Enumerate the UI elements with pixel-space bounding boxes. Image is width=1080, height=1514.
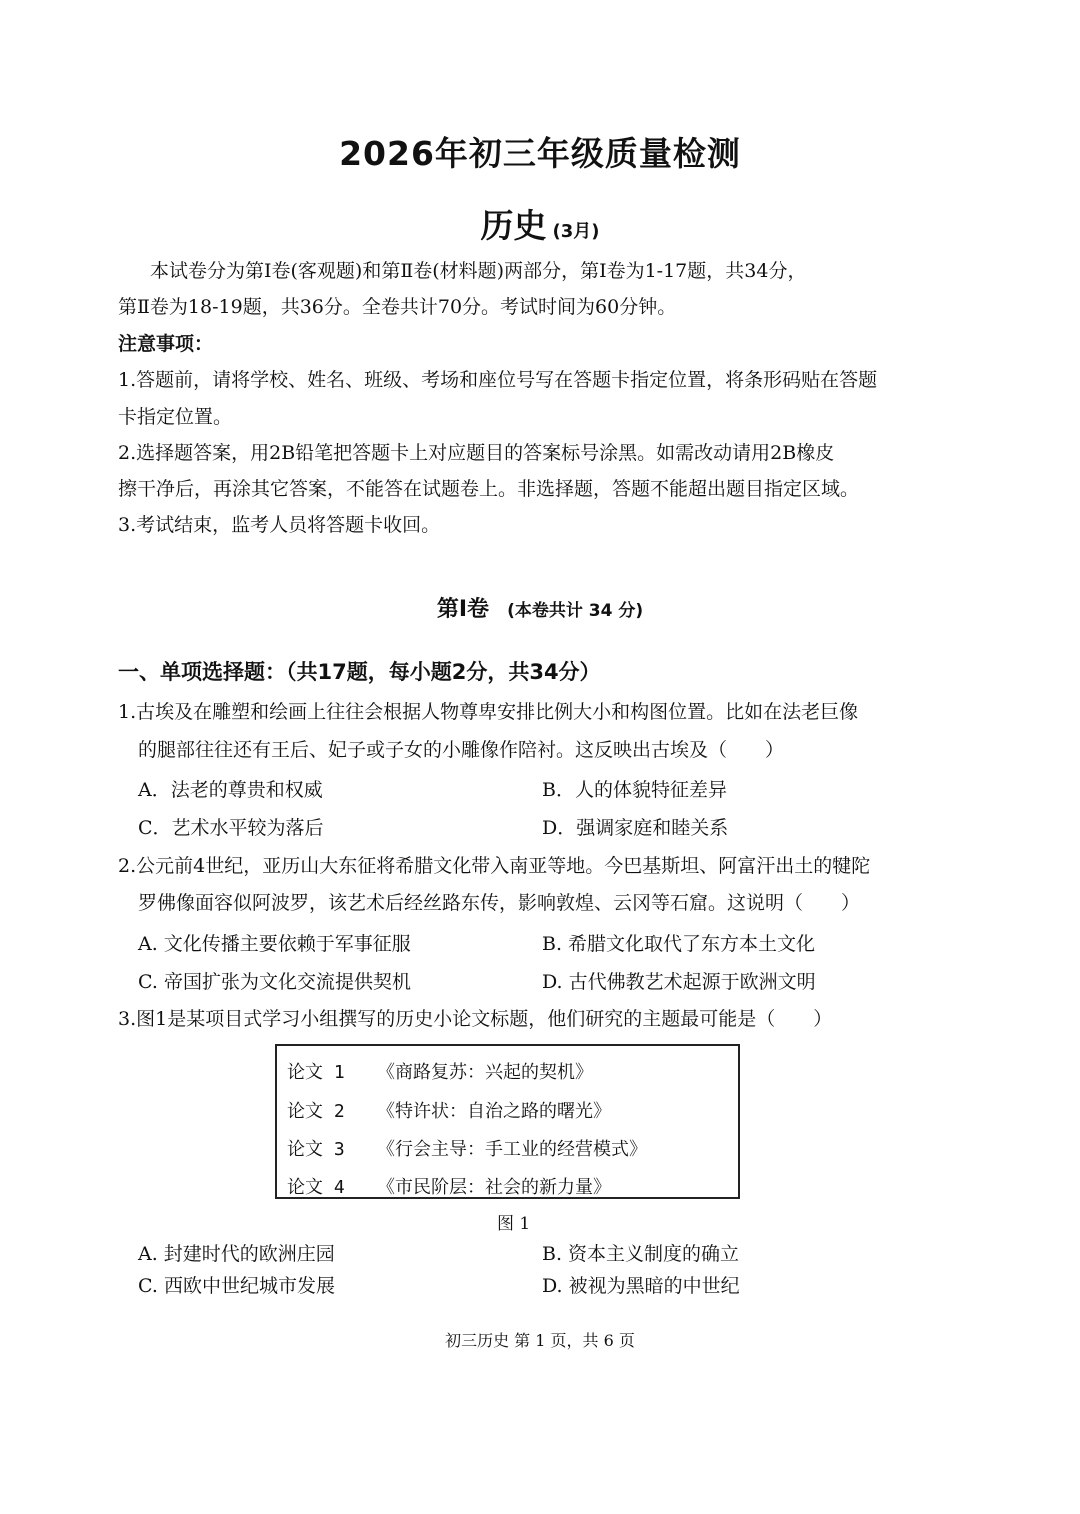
question-3-option-d: D. 被视为黑暗的中世纪 [542, 1275, 740, 1297]
question-2-line-2: 罗佛像面容似阿波罗，该艺术后经丝路东传，影响敦煌、云冈等石窟。这说明（ ） [138, 892, 861, 914]
question-1-option-a: A．法老的尊贵和权威 [138, 779, 323, 801]
notices-heading: 注意事项： [118, 333, 214, 355]
section-1-heading [0, 592, 1080, 623]
question-1-line-1: 1.古埃及在雕塑和绘画上往往会根据人物尊卑安排比例大小和构图位置。比如在法老巨像 [118, 701, 859, 723]
question-3-option-c: C. 西欧中世纪城市发展 [138, 1275, 335, 1297]
notice-3: 3.考试结束，监考人员将答题卡收回。 [118, 514, 441, 536]
notice-1-line-2: 卡指定位置。 [118, 406, 233, 428]
question-2-line-1: 2.公元前4世纪，亚历山大东征将希腊文化带入南亚等地。今巴基斯坦、阿富汗出土的犍陀 [118, 855, 871, 877]
paper-title: 《行会主导：手工业的经营模式》 [377, 1139, 647, 1160]
question-1-option-c: C．艺术水平较为落后 [138, 817, 324, 839]
intro-line-1: 本试卷分为第Ⅰ卷(客观题)和第Ⅱ卷(材料题)两部分，第Ⅰ卷为1-17题，共34分， [150, 260, 807, 282]
question-3-line-1: 3.图1是某项目式学习小组撰写的历史小论文标题，他们研究的主题最可能是（ ） [118, 1008, 833, 1030]
question-2-option-b: B. 希腊文化取代了东方本土文化 [542, 933, 816, 955]
figure-1-row [287, 1173, 611, 1199]
paper-label: 论文 2 [287, 1101, 345, 1122]
paper-title: 《特许状：自治之路的曙光》 [377, 1101, 611, 1122]
question-2-option-a: A. 文化传播主要依赖于军事征服 [138, 933, 411, 955]
question-3-option-b: B. 资本主义制度的确立 [542, 1243, 740, 1265]
question-2-option-c: C. 帝国扩张为文化交流提供契机 [138, 971, 411, 993]
paper-label: 论文 4 [287, 1177, 345, 1198]
page-footer: 初三历史 第 1 页，共 6 页 [445, 1331, 635, 1350]
exam-title: 2026年初三年级质量检测 [339, 134, 741, 173]
question-1-option-b: B．人的体貌特征差异 [542, 779, 727, 801]
figure-1-row [287, 1058, 593, 1084]
subject-heading [0, 200, 1080, 247]
figure-1-row [287, 1097, 611, 1123]
figure-1-row [287, 1135, 647, 1161]
paper-label: 论文 3 [287, 1139, 345, 1160]
paper-title: 《市民阶层：社会的新力量》 [377, 1177, 611, 1198]
part-1-title: 一、单项选择题：（共17题，每小题2分，共34分） [118, 660, 601, 684]
figure-1-box [275, 1044, 740, 1199]
notice-2-line-1: 2.选择题答案，用2B铅笔把答题卡上对应题目的答案标号涂黑。如需改动请用2B橡皮 [118, 442, 835, 464]
notice-1-line-1: 1.答题前，请将学校、姓名、班级、考场和座位号写在答题卡指定位置，将条形码贴在答题 [118, 369, 878, 391]
paper-label: 论文 1 [287, 1062, 345, 1083]
paper-title: 《商路复苏：兴起的契机》 [377, 1062, 593, 1083]
question-1-option-d: D．强调家庭和睦关系 [542, 817, 729, 839]
section-1-title: 第Ⅰ卷 [436, 597, 490, 622]
question-1-line-2: 的腿部往往还有王后、妃子或子女的小雕像作陪衬。这反映出古埃及（ ） [138, 739, 785, 761]
subject-month: (3月) [552, 221, 600, 242]
section-1-note: (本卷共计 34 分) [507, 601, 644, 621]
question-2-option-d: D. 古代佛教艺术起源于欧洲文明 [542, 971, 816, 993]
subject-name: 历史 [480, 206, 547, 245]
figure-1-caption: 图 1 [497, 1214, 531, 1234]
intro-line-2: 第Ⅱ卷为18-19题，共36分。全卷共计70分。考试时间为60分钟。 [118, 296, 677, 318]
question-3-option-a: A. 封建时代的欧洲庄园 [138, 1243, 335, 1265]
notice-2-line-2: 擦干净后，再涂其它答案，不能答在试题卷上。非选择题，答题不能超出题目指定区域。 [118, 478, 860, 500]
